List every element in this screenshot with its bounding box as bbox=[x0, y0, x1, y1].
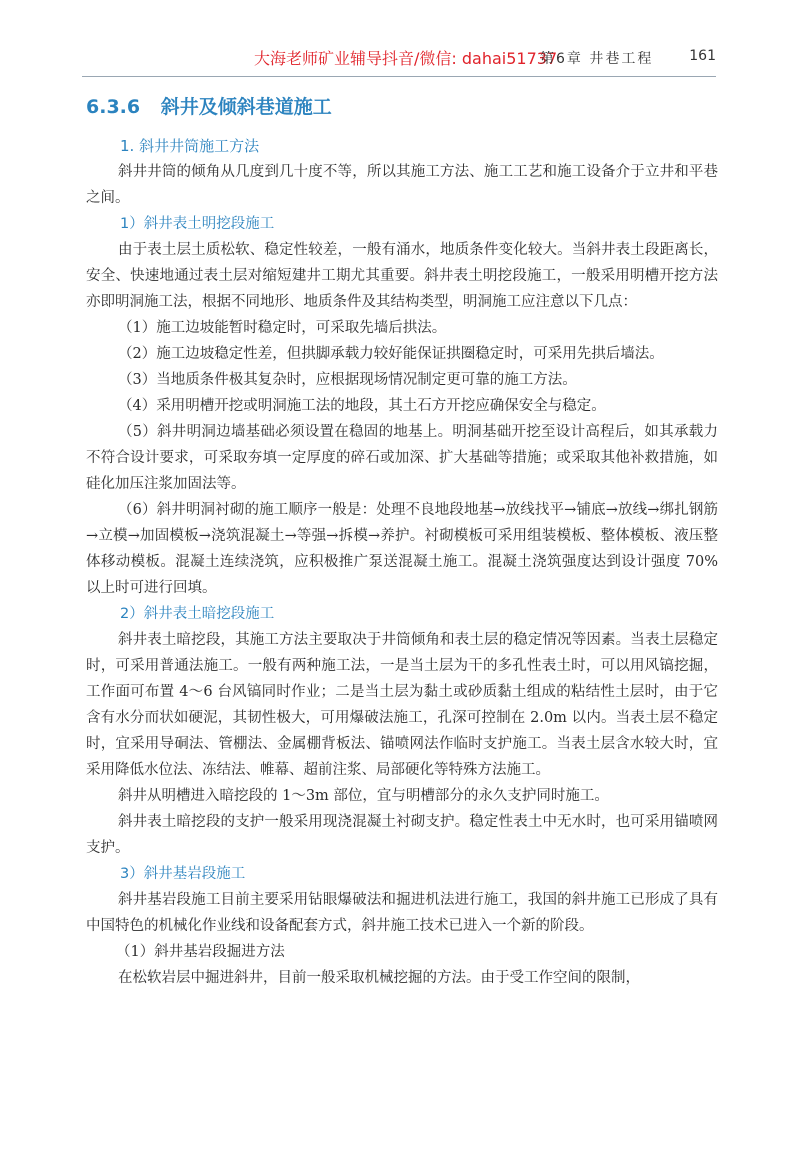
paragraph: 斜井从明槽进入暗挖段的 1～3m 部位，宜与明槽部分的永久支护同时施工。 bbox=[118, 788, 609, 804]
subsection-heading: 1. 斜井井筒施工方法 bbox=[120, 137, 260, 155]
list-item: （3）当地质条件极其复杂时，应根据现场情况制定更可靠的施工方法。 bbox=[118, 372, 577, 388]
section-number: 6.3.6 bbox=[86, 96, 141, 118]
item-heading: （1）斜井基岩段掘进方法 bbox=[116, 944, 285, 960]
section-title: 斜井及倾斜巷道施工 bbox=[160, 96, 332, 118]
list-item: （5）斜井明洞边墙基础必须设置在稳固的地基上。明洞基础开挖至设计高程后，如其承载力不符合设计要求，可采取夯填一定厚度的碎石或加深、扩大基础等措施；或采取其他补救措施，如硅化加压注浆加固法等。 bbox=[86, 424, 718, 492]
paragraph: 斜井表土暗挖段，其施工方法主要取决于井筒倾角和表土层的稳定情况等因素。当表土层稳定时，可采用普通法施工。一般有两种施工法，一是当土层为干的多孔性表土时，可以用风镐挖掘，工作面可布置 4～6 台风镐同时作业；二是当土层为黏土或砂质黏土组成的粘结性土层时，由于它含有水分而状如硬泥，其韧性极大，可用爆破法施工，孔深可控制在 2.0m 以内。当表土层不稳定时，宜采用导硐法、管棚法、金属棚背板法、锚喷网法作临时支护施工。当表土层含水较大时，宜采用降低水位法、冻结法、帷幕、超前注浆、局部硬化等特殊方法施工。 bbox=[86, 632, 718, 778]
subheading-concealed-excavation: 2）斜井表土暗挖段施工 bbox=[120, 606, 275, 622]
page-body bbox=[86, 92, 718, 991]
paragraph: 斜井井筒的倾角从几度到几十度不等，所以其施工方法、施工工艺和施工设备介于立井和平巷之间。 bbox=[86, 164, 718, 206]
paragraph: 斜井基岩段施工目前主要采用钻眼爆破法和掘进机法进行施工，我国的斜井施工已形成了具有中国特色的机械化作业线和设备配套方式，斜井施工技术已进入一个新的阶段。 bbox=[86, 892, 718, 934]
page-number: 161 bbox=[689, 48, 716, 64]
list-item: （2）施工边坡稳定性差，但拱脚承载力较好能保证拱圈稳定时，可采用先拱后墙法。 bbox=[118, 346, 664, 362]
list-item: （4）采用明槽开挖或明洞施工法的地段，其土石方开挖应确保安全与稳定。 bbox=[118, 398, 606, 414]
watermark-text: 大海老师矿业辅导抖音/微信: dahai51737 bbox=[254, 49, 558, 68]
subheading-open-excavation: 1）斜井表土明挖段施工 bbox=[120, 216, 275, 232]
list-item: （1）施工边坡能暂时稳定时，可采取先墙后拱法。 bbox=[118, 320, 447, 336]
chapter-title: 第6章 井巷工程 bbox=[540, 51, 654, 67]
list-item: （6）斜井明洞衬砌的施工顺序一般是：处理不良地段地基→放线找平→铺底→放线→绑扎钢筋→立模→加固模板→浇筑混凝土→等强→拆模→养护。衬砌模板可采用组装模板、整体模板、液压整体移动模板。混凝土连续浇筑，应积极推广泵送混凝土施工。混凝土浇筑强度达到设计强度 70% 以上时可进行回填。 bbox=[86, 502, 718, 596]
paragraph: 由于表土层土质松软、稳定性较差，一般有涌水，地质条件变化较大。当斜井表土段距离长，安全、快速地通过表土层对缩短建井工期尤其重要。斜井表土明挖段施工，一般采用明槽开挖方法亦即明洞施工法，根据不同地形、地质条件及其结构类型，明洞施工应注意以下几点： bbox=[86, 242, 718, 310]
header-divider bbox=[82, 76, 716, 77]
page-header bbox=[240, 44, 716, 74]
paragraph: 斜井表土暗挖段的支护一般采用现浇混凝土衬砌支护。稳定性表土中无水时，也可采用锚喷网支护。 bbox=[86, 814, 718, 856]
paragraph: 在松软岩层中掘进斜井，目前一般采取机械挖掘的方法。由于受工作空间的限制， bbox=[118, 970, 640, 986]
subheading-bedrock: 3）斜井基岩段施工 bbox=[120, 866, 246, 882]
section-heading bbox=[86, 92, 718, 119]
